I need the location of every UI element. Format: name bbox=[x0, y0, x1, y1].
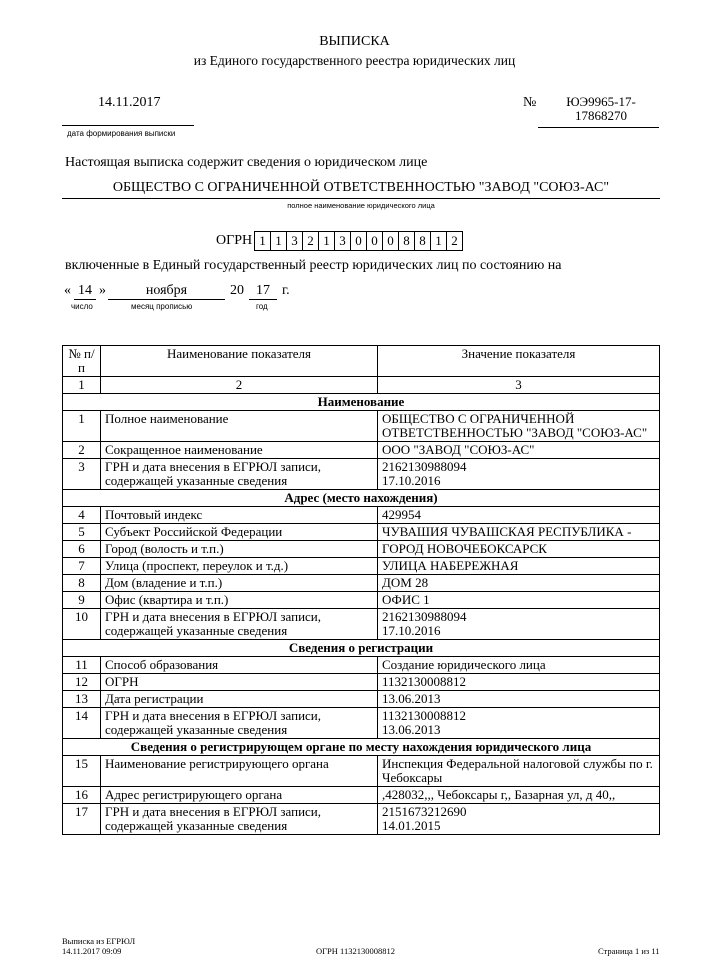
year-label: год bbox=[256, 302, 268, 311]
column-header: Наименование показателя bbox=[101, 346, 378, 377]
as-of-year: 17 bbox=[249, 283, 277, 300]
indicator-name: Наименование регистрирующего органа bbox=[101, 756, 378, 787]
table-row bbox=[63, 804, 660, 835]
ogrn-digit: 1 bbox=[271, 232, 287, 250]
table-row bbox=[63, 691, 660, 708]
table-row bbox=[63, 442, 660, 459]
row-number: 13 bbox=[63, 691, 101, 708]
footer-left-line2: 14.11.2017 09:09 bbox=[62, 946, 122, 956]
indicator-value: 1132130008812 bbox=[378, 674, 660, 691]
section-title: Наименование bbox=[63, 394, 660, 411]
row-number: 2 bbox=[63, 442, 101, 459]
row-number: 12 bbox=[63, 674, 101, 691]
as-of-day: 14 bbox=[74, 283, 96, 300]
section-header-row bbox=[63, 640, 660, 657]
section-header-row bbox=[63, 739, 660, 756]
row-number: 1 bbox=[63, 411, 101, 442]
org-full-name: ОБЩЕСТВО С ОГРАНИЧЕННОЙ ОТВЕТСТВЕННОСТЬЮ "ЗАВОД "СОЮЗ-АС" bbox=[112, 180, 610, 195]
row-number: 15 bbox=[63, 756, 101, 787]
ogrn-digit: 8 bbox=[399, 232, 415, 250]
included-text: включенные в Единый государственный реестр юридических лиц по состоянию на bbox=[65, 258, 562, 273]
indicator-value: ОФИС 1 bbox=[378, 592, 660, 609]
date-underline bbox=[62, 125, 194, 126]
as-of-month: ноября bbox=[108, 283, 225, 300]
indicator-name: Дата регистрации bbox=[101, 691, 378, 708]
column-number: 1 bbox=[63, 377, 101, 394]
indicator-name: Способ образования bbox=[101, 657, 378, 674]
table-row bbox=[63, 657, 660, 674]
ogrn-digit-boxes bbox=[254, 231, 463, 251]
indicator-value: 2162130988094 17.10.2016 bbox=[378, 459, 660, 490]
number-sign: № bbox=[523, 95, 537, 110]
ogrn-digit: 1 bbox=[255, 232, 271, 250]
footer-left bbox=[62, 936, 135, 956]
row-number: 9 bbox=[63, 592, 101, 609]
indicator-value: 2162130988094 17.10.2016 bbox=[378, 609, 660, 640]
column-header: Значение показателя bbox=[378, 346, 660, 377]
table-row bbox=[63, 459, 660, 490]
ogrn-digit: 3 bbox=[335, 232, 351, 250]
open-quote: « bbox=[64, 283, 71, 298]
row-number: 7 bbox=[63, 558, 101, 575]
document-number bbox=[555, 95, 647, 123]
ogrn-digit: 1 bbox=[319, 232, 335, 250]
indicator-value: 429954 bbox=[378, 507, 660, 524]
year-suffix: г. bbox=[282, 283, 290, 298]
month-label: месяц прописью bbox=[131, 302, 193, 311]
intro-text: Настоящая выписка содержит сведения о юридическом лице bbox=[65, 155, 428, 170]
ogrn-digit: 2 bbox=[451, 233, 458, 248]
ogrn-digit: 3 bbox=[287, 232, 303, 250]
as-of-century: 20 bbox=[230, 283, 244, 298]
row-number: 11 bbox=[63, 657, 101, 674]
row-number: 14 bbox=[63, 708, 101, 739]
table-row bbox=[63, 787, 660, 804]
indicator-name: Адрес регистрирующего органа bbox=[101, 787, 378, 804]
section-header-row bbox=[63, 490, 660, 507]
org-name-label: полное наименование юридического лица bbox=[287, 201, 435, 210]
row-number: 8 bbox=[63, 575, 101, 592]
close-quote: » bbox=[99, 283, 106, 298]
registry-table bbox=[62, 345, 660, 835]
document-number-line2: 17868270 bbox=[575, 108, 627, 123]
table-row bbox=[63, 609, 660, 640]
row-number: 3 bbox=[63, 459, 101, 490]
number-underline bbox=[538, 127, 659, 128]
table-row bbox=[63, 575, 660, 592]
formation-date-label: дата формирования выписки bbox=[67, 129, 176, 138]
table-header-row bbox=[63, 346, 660, 377]
row-number: 5 bbox=[63, 524, 101, 541]
indicator-name: Сокращенное наименование bbox=[101, 442, 378, 459]
indicator-value: Создание юридического лица bbox=[378, 657, 660, 674]
table-row bbox=[63, 674, 660, 691]
indicator-value: ДОМ 28 bbox=[378, 575, 660, 592]
indicator-name: Офис (квартира и т.п.) bbox=[101, 592, 378, 609]
table-row bbox=[63, 558, 660, 575]
table-row bbox=[63, 708, 660, 739]
indicator-name: ГРН и дата внесения в ЕГРЮЛ записи, содержащей указанные сведения bbox=[101, 609, 378, 640]
indicator-value: 1132130008812 13.06.2013 bbox=[378, 708, 660, 739]
indicator-name: ГРН и дата внесения в ЕГРЮЛ записи, содержащей указанные сведения bbox=[101, 708, 378, 739]
document-subtitle: из Единого государственного реестра юридических лиц bbox=[193, 53, 516, 68]
footer-left-line1: Выписка из ЕГРЮЛ bbox=[62, 936, 136, 946]
column-number-row bbox=[63, 377, 660, 394]
column-number: 2 bbox=[101, 377, 378, 394]
document-number-line1: ЮЭ9965-17- bbox=[566, 94, 636, 109]
indicator-name: Дом (владение и т.п.) bbox=[101, 575, 378, 592]
org-name-underline bbox=[62, 198, 660, 199]
formation-date: 14.11.2017 bbox=[98, 95, 161, 110]
indicator-value: УЛИЦА НАБЕРЕЖНАЯ bbox=[378, 558, 660, 575]
indicator-value: 2151673212690 14.01.2015 bbox=[378, 804, 660, 835]
indicator-name: Полное наименование bbox=[101, 411, 378, 442]
footer-ogrn: ОГРН 1132130008812 bbox=[316, 946, 395, 956]
indicator-name: Город (волость и т.п.) bbox=[101, 541, 378, 558]
section-title: Адрес (место нахождения) bbox=[63, 490, 660, 507]
indicator-name: Почтовый индекс bbox=[101, 507, 378, 524]
ogrn-digit: 8 bbox=[415, 232, 431, 250]
indicator-name: Улица (проспект, переулок и т.д.) bbox=[101, 558, 378, 575]
section-header-row bbox=[63, 394, 660, 411]
row-number: 16 bbox=[63, 787, 101, 804]
document-title: ВЫПИСКА bbox=[319, 34, 390, 49]
indicator-name: ГРН и дата внесения в ЕГРЮЛ записи, содержащей указанные сведения bbox=[101, 459, 378, 490]
ogrn-digit: 0 bbox=[367, 232, 383, 250]
footer-page-number: Страница 1 из 11 bbox=[598, 946, 660, 956]
row-number: 6 bbox=[63, 541, 101, 558]
indicator-value: ЧУВАШИЯ ЧУВАШСКАЯ РЕСПУБЛИКА - bbox=[378, 524, 660, 541]
row-number: 17 bbox=[63, 804, 101, 835]
row-number: 10 bbox=[63, 609, 101, 640]
row-number: 4 bbox=[63, 507, 101, 524]
column-number: 3 bbox=[378, 377, 660, 394]
indicator-value: ООО "ЗАВОД "СОЮЗ-АС" bbox=[378, 442, 660, 459]
indicator-value: Инспекция Федеральной налоговой службы по г. Чебоксары bbox=[378, 756, 660, 787]
table-row bbox=[63, 507, 660, 524]
table-row bbox=[63, 592, 660, 609]
section-title: Сведения о регистрации bbox=[63, 640, 660, 657]
indicator-value: ГОРОД НОВОЧЕБОКСАРСК bbox=[378, 541, 660, 558]
ogrn-digit: 0 bbox=[383, 232, 399, 250]
table-row bbox=[63, 756, 660, 787]
ogrn-label: ОГРН bbox=[216, 233, 253, 248]
indicator-name: Субъект Российской Федерации bbox=[101, 524, 378, 541]
table-row bbox=[63, 524, 660, 541]
ogrn-digit: 0 bbox=[351, 232, 367, 250]
indicator-value: ОБЩЕСТВО С ОГРАНИЧЕННОЙ ОТВЕТСТВЕННОСТЬЮ "ЗАВОД "СОЮЗ-АС" bbox=[378, 411, 660, 442]
table-row bbox=[63, 411, 660, 442]
column-header: № п/п bbox=[63, 346, 101, 377]
table-row bbox=[63, 541, 660, 558]
indicator-name: ОГРН bbox=[101, 674, 378, 691]
indicator-value: 13.06.2013 bbox=[378, 691, 660, 708]
day-label: число bbox=[71, 302, 93, 311]
ogrn-digit: 1 bbox=[431, 232, 447, 250]
ogrn-digit: 2 bbox=[303, 232, 319, 250]
section-title: Сведения о регистрирующем органе по месту нахождения юридического лица bbox=[63, 739, 660, 756]
indicator-name: ГРН и дата внесения в ЕГРЮЛ записи, содержащей указанные сведения bbox=[101, 804, 378, 835]
indicator-value: ,428032,,, Чебоксары г,, Базарная ул, д 40,, bbox=[378, 787, 660, 804]
